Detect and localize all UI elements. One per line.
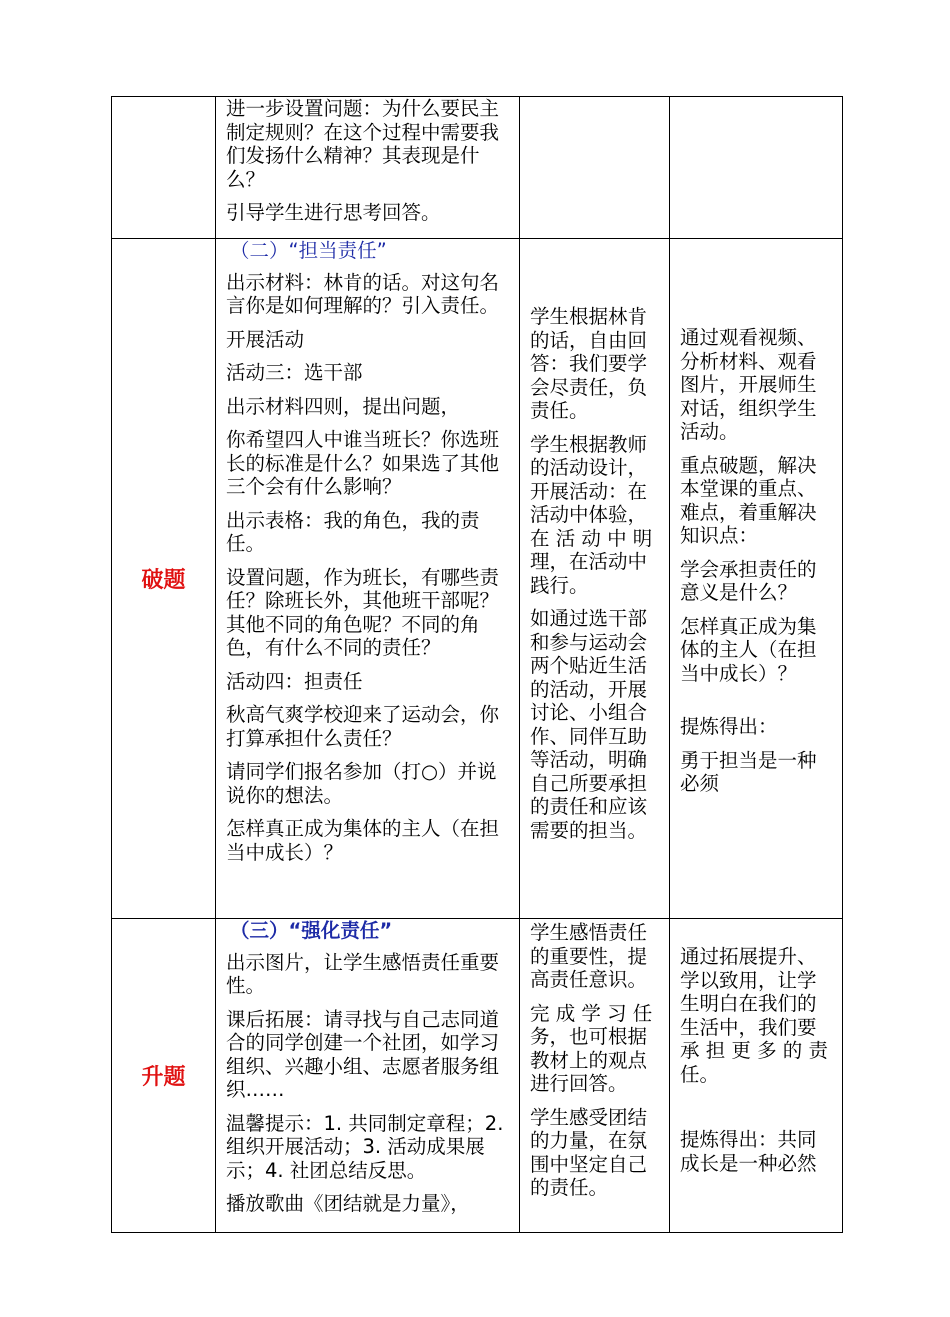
section-title xyxy=(226,919,511,943)
content-paragraph: 开展活动 xyxy=(226,327,305,351)
teacher-activity-cell xyxy=(216,919,520,1233)
content-paragraph: 课后拓展：请寻找与自己志同道合的同学创建一个社团，如学习组织、兴趣小组、志愿者服务组织…… xyxy=(226,1007,500,1101)
student-paragraph: 学生感受团结的力量，在氛围中坚定自己的责任。 xyxy=(530,1105,648,1199)
stage-label: 破题 xyxy=(141,568,186,593)
content-paragraph: 温馨提示：1. 共同制定章程；2. 组织开展活动；3. 活动成果展示；4. 社团总结反思。 xyxy=(226,1111,504,1182)
stage-label: 升题 xyxy=(141,1065,186,1090)
content-paragraph: 出示表格：我的角色，我的责任。 xyxy=(226,508,480,555)
intent-paragraph: 提炼得出： xyxy=(680,715,778,738)
student-paragraph: 学生根据教师的活动设计，开展活动：在活动中体验，在 活 动 中 明理，在活动中践行。 xyxy=(530,432,653,597)
student-paragraph: 完 成 学 习 任务，也可根据教材上的观点进行回答。 xyxy=(530,1001,653,1095)
content-paragraph: 出示材料：林肯的话。对这句名言你是如何理解的？引入责任。 xyxy=(226,270,500,317)
intent-paragraph: 学会承担责任的意义是什么？ xyxy=(680,557,817,604)
intent-paragraph: 通过观看视频、分析材料、观看图片，开展师生对话，组织学生活动。 xyxy=(680,326,817,443)
content-paragraph: 活动三：选干部 xyxy=(226,361,363,384)
lesson-plan-table xyxy=(111,96,843,1233)
stage-cell xyxy=(112,919,216,1233)
student-paragraph: 学生根据林肯的话，自由回答：我们要学会尽责任，负责任。 xyxy=(530,305,648,422)
content-paragraph: 出示图片，让学生感悟责任重要性。 xyxy=(226,950,500,997)
student-paragraph: 学生感悟责任的重要性，提高责任意识。 xyxy=(530,921,648,991)
stage-cell xyxy=(112,239,216,919)
teacher-activity-cell xyxy=(216,239,520,919)
intent-paragraph: 勇于担当是一种必须 xyxy=(680,748,817,795)
content-paragraph: 出示材料四则，提出问题， xyxy=(226,394,461,418)
design-intent-cell-empty xyxy=(670,97,843,239)
student-activity-cell xyxy=(520,239,670,919)
table-row-continuation xyxy=(112,97,843,239)
intent-paragraph: 通过拓展提升、学以致用，让学生明白在我们的生活中，我们要承 担 更 多 的 责任。 xyxy=(680,945,828,1086)
teacher-activity-cell xyxy=(216,97,520,239)
table-row-poti xyxy=(112,239,843,919)
section-title-text: （三）“强化责任” xyxy=(230,919,393,942)
student-activity-cell-empty xyxy=(520,97,670,239)
intent-paragraph: 提炼得出：共同成长是一种必然 xyxy=(680,1128,817,1175)
section-title: （二）“担当责任” xyxy=(230,239,387,262)
content-paragraph: 播放歌曲《团结就是力量》， xyxy=(226,1192,470,1215)
design-intent-cell xyxy=(670,919,843,1233)
intent-paragraph: 重点破题，解决本堂课的重点、难点，着重解决知识点： xyxy=(680,453,817,547)
content-paragraph: 设置问题，作为班长，有哪些责任？除班长外，其他班干部呢？其他不同的角色呢？不同的角色，有什么不同的责任？ xyxy=(226,565,500,659)
stage-cell-empty xyxy=(112,97,216,239)
content-paragraph: 请同学们报名参加（打○）并说说你的想法。 xyxy=(226,760,497,807)
student-paragraph: 如通过选干部和参与运动会两个贴近生活的活动，开展讨论、小组合作、同伴互助等活动，明确自己所要承担的责任和应该需要的担当。 xyxy=(530,607,648,842)
student-activity-cell xyxy=(520,919,670,1233)
table-row-shengti xyxy=(112,919,843,1233)
content-paragraph: 引导学生进行思考回答。 xyxy=(226,201,441,224)
content-paragraph: 活动四：担责任 xyxy=(226,669,363,693)
content-paragraph: 秋高气爽学校迎来了运动会，你打算承担什么责任？ xyxy=(226,703,500,750)
content-paragraph: 进一步设置问题：为什么要民主制定规则？在这个过程中需要我们发扬什么精神？其表现是什么？ xyxy=(226,97,500,191)
intent-paragraph: 怎样真正成为集体的主人（在担当中成长）？ xyxy=(680,614,817,685)
content-paragraph: 你希望四人中谁当班长？你选班长的标准是什么？如果选了其他三个会有什么影响？ xyxy=(226,428,500,498)
content-paragraph: 怎样真正成为集体的主人（在担当中成长）？ xyxy=(226,817,500,864)
design-intent-cell xyxy=(670,239,843,919)
